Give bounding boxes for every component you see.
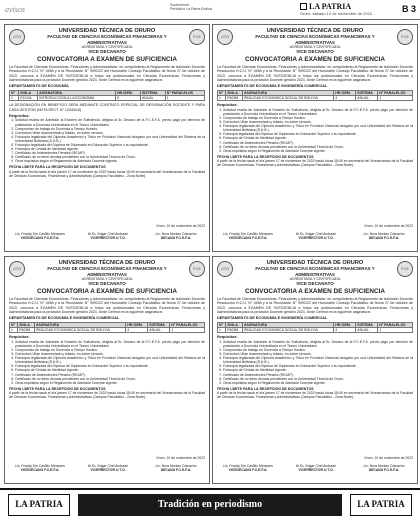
- accreditation: ACREDITADA Y CERTIFICADA: [81, 44, 133, 49]
- table-cell: 1: [165, 96, 204, 101]
- place-date: Oruro, 10 de noviembre de 2022: [155, 224, 205, 228]
- table-header-cell: SISTEMA: [140, 90, 165, 95]
- notice-2: [212, 24, 418, 252]
- requirements-list: [15, 118, 205, 163]
- list-item: 8. Certificado de no tener deudas pendientes con la Universidad Técnica de Oruro.: [223, 145, 413, 149]
- table-body: [218, 96, 413, 101]
- table-cell: 4: [334, 96, 356, 101]
- table-cell: 1: [218, 328, 226, 333]
- table-header-cell: N° PARALELOS: [170, 322, 205, 327]
- deadline-title: FECHA LÍMITE PARA LA RECEPCIÓN DE DOCUMENTOS: [217, 154, 314, 159]
- list-item: 8. Certificado de no tener deudas pendientes con la Universidad Técnica de Oruro.: [223, 377, 413, 381]
- notice-title: CONVOCATORIA A EXAMEN DE SUFICIENCIA: [244, 55, 385, 63]
- page-footer: [0, 488, 420, 527]
- faculty-name: FACULTAD DE CIENCIAS ECONÓMICAS FINANCIERAS Y ADMINISTRATIVAS: [47, 34, 167, 45]
- faculty-crest-icon: FCE: [189, 29, 205, 45]
- header-date: Oruro, sábado 12 de noviembre de 2022: [300, 11, 373, 16]
- list-item: 7. Certificado de Antecedentes Penales (REJAP).: [223, 373, 413, 377]
- list-item: 8. Certificado de no tener deudas pendientes con la Universidad Técnica de Oruro.: [15, 155, 205, 159]
- notice-heading: [9, 28, 205, 63]
- list-item: 2. Compromiso de trabajo en Docencia a Tiempo Horario.: [223, 348, 413, 352]
- header-brand: LA PATRIA: [300, 2, 351, 11]
- list-item: 3. Curriculum Vitae documentado y foliado, en sobre cerrado.: [223, 120, 413, 124]
- list-item: 1. Solicitud escrita de Admisión al Examen de Suficiencia, dirigida al Sr. Decano de la F.C.E.F.A. previo pago por derecho de postulación a Docencia Universitaria en el Tesoro Universitario.: [223, 108, 413, 116]
- notice-heading: [217, 28, 413, 63]
- notice-intro: La Facultad de Ciencias Económicas, Financieras y Administrativas, en cumplimiento al Reglamento de Admisión Docente Resolución H.C.U. N° 0485 y a la Resolución N° 0992/22 del Honorable Consejo Facultativo de fecha 27 de octubre de 2022, convoca a EXAMEN DE SUFICIENCIA a todos los profesionales en Ciencias Económicas, Financieras y Administrativas para la provisión Docente gestión 2023, Sede Central en la siguiente asignatura:: [217, 297, 413, 314]
- list-item: 2. Compromiso de trabajo en Docencia a Tiempo Horario.: [223, 116, 413, 120]
- subject-table: [9, 90, 205, 101]
- table-header-cell: HR./SEM.: [116, 90, 141, 95]
- notice-heading: [9, 260, 205, 295]
- requirements-title: Requisitos:: [217, 335, 238, 340]
- table-cell: E503M: [226, 328, 243, 333]
- list-item: 4. Fotocopia legalizada del Diploma Académico y Título en Provisión Nacional otorgado por una Universidad del Sistema de la Universidad Boliviana (S.U.B.).: [15, 356, 205, 364]
- table-cell: 1: [378, 328, 413, 333]
- designation-note: LA DESIGNACIÓN EN BENEFICIO SERÁ MEDIANTE CONTRATO ESPECIAL DE DESIGNACIÓN DOCENTE Y PARA CASA GESTIÓN (NOTA RECT. N° 1234/018): [9, 103, 205, 112]
- section-name: avisos: [5, 5, 25, 14]
- vice-decanato: VICE DECANATO: [296, 49, 334, 55]
- faculty-crest-icon: FCE: [397, 261, 413, 277]
- notice-heading: [217, 260, 413, 295]
- deadline-title: FECHA LÍMITE PARA LA RECEPCIÓN DE DOCUMENTOS: [217, 386, 314, 391]
- page-number: B 3: [401, 4, 416, 14]
- university-name: UNIVERSIDAD TÉCNICA DE ORURO: [266, 260, 364, 266]
- list-item: 1. Solicitud escrita de Admisión al Examen de Suficiencia, dirigida al Sr. Decano de la F.C.E.F.A. previo pago por derecho de postulación a Docencia Universitaria en el Tesoro Universitario.: [15, 118, 205, 126]
- table-cell: 1: [378, 96, 413, 101]
- notice-title: CONVOCATORIA A EXAMEN DE SUFICIENCIA: [244, 287, 385, 295]
- requirements-title: Requisitos:: [9, 335, 30, 340]
- list-item: 7. Certificado de Antecedentes Penales (REJAP).: [223, 141, 413, 145]
- signer-3: Lic. Nora Montes Camacho DECANA F.C.E.F.A.: [155, 232, 197, 240]
- table-header-cell: ASIGNATURA: [34, 322, 125, 327]
- university-crest-icon: UTO: [217, 29, 233, 45]
- table-header-cell: SISTEMA: [148, 322, 170, 327]
- table-cell: 1: [218, 96, 226, 101]
- list-item: 9. Otros requisitos según el Reglamento de Admisión Docente vigente.: [15, 381, 205, 385]
- list-item: 5. Fotocopia legalizada del Diploma de Diplomado en Educación Superior o su equivalente.: [223, 132, 413, 136]
- vice-decanato: VICE DECANATO: [88, 281, 126, 287]
- table-header-cell: HR./SEM.: [126, 322, 148, 327]
- table-cell: E503M: [226, 96, 243, 101]
- table-header-cell: N°: [218, 322, 226, 327]
- footer-logo-left: LA PATRIA: [8, 494, 70, 516]
- page-header: [0, 0, 420, 20]
- signer-1: Lic. Freddy Del Castillo Meneses VICEDECANO F.C.E.F.A.: [223, 232, 273, 240]
- table-header-cell: HR./SEM.: [334, 322, 356, 327]
- signer-3: Lic. Nora Montes Camacho DECANA F.C.E.F.A.: [363, 232, 405, 240]
- list-item: 3. Curriculum Vitae documentado y foliado, en sobre cerrado.: [15, 352, 205, 356]
- list-item: 9. Otros requisitos según el Reglamento de Admisión Docente vigente.: [15, 159, 205, 163]
- signatures: [217, 224, 413, 248]
- list-item: 6. Fotocopia de Cédula de Identidad vigente.: [15, 368, 205, 372]
- place-date: Oruro, 10 de noviembre de 2022: [363, 224, 413, 228]
- table-header-cell: SIGLA: [226, 322, 243, 327]
- table-header-cell: ASIGNATURA: [38, 90, 116, 95]
- university-crest-icon: UTO: [9, 29, 25, 45]
- deadline-text: A partir de la fecha hasta el día jueves 17 de noviembre de 2022 hasta horas 18:00 en secretaría del Vicedecanato de la Facultad de Ciencias Económicas, Financieras y Administrativas (Campus Facultativo - Zona Norte).: [217, 391, 413, 400]
- table-header-cell: N°: [10, 322, 18, 327]
- department-name: DEPARTAMENTO DE ECONOMÍA E INGENIERÍA COMERCIAL: [217, 316, 328, 321]
- table-cell: INTRODUCCIÓN A LA ECONOMÍA: [38, 96, 116, 101]
- signer-1: Lic. Freddy Del Castillo Meneses VICEDECANO F.C.E.F.A.: [15, 464, 65, 472]
- list-item: 8. Certificado de no tener deudas pendientes con la Universidad Técnica de Oruro.: [15, 377, 205, 381]
- la-patria-logo-icon: [300, 3, 307, 10]
- table-cell: 4: [126, 328, 148, 333]
- requirements-title: Requisitos:: [217, 103, 238, 108]
- notice-1: [4, 24, 210, 252]
- requirements-list: [223, 108, 413, 153]
- notice-title: CONVOCATORIA A EXAMEN DE SUFICIENCIA: [36, 55, 177, 63]
- table-header-cell: N°: [10, 90, 19, 95]
- list-item: 6. Fotocopia de Cédula de Identidad vigente.: [223, 136, 413, 140]
- notice-title: CONVOCATORIA A EXAMEN DE SUFICIENCIA: [36, 287, 177, 295]
- signer-2: M.Sc. Edgar Chiri Andrade VICERRECTOR U.T.O.: [87, 464, 129, 472]
- table-cell: REALIDAD ECONÓMICA SOCIAL DE BOLIVIA: [242, 96, 333, 101]
- table-cell: REALIDAD ECONÓMICA SOCIAL DE BOLIVIA: [242, 328, 333, 333]
- accreditation: ACREDITADA Y CERTIFICADA: [81, 276, 133, 281]
- table-cell: 1: [10, 328, 18, 333]
- accreditation: ACREDITADA Y CERTIFICADA: [289, 44, 341, 49]
- subject-table: [217, 322, 413, 333]
- university-crest-icon: UTO: [9, 261, 25, 277]
- list-item: 5. Fotocopia legalizada del Diploma de Diplomado en Educación Superior o su equivalente.: [223, 364, 413, 368]
- table-header-cell: N°: [218, 90, 226, 95]
- table-cell: 1: [170, 328, 205, 333]
- list-item: 3. Curriculum Vitae documentado y foliado, en sobre cerrado.: [223, 352, 413, 356]
- table-header-cell: ASIGNATURA: [242, 322, 333, 327]
- signer-2: M.Sc. Edgar Chiri Andrade VICERRECTOR U.T.O.: [87, 232, 129, 240]
- footer-tagline: Tradición en periodismo: [78, 494, 342, 516]
- footer-logo-right: LA PATRIA: [350, 494, 412, 516]
- deadline-text: A partir de la fecha hasta el día jueves 17 de noviembre de 2022 hasta horas 18:00 en secretaría del Vicedecanato de la Facultad de Ciencias Económicas, Financieras y Administrativas (Campus Facultativo - Zona Norte).: [9, 391, 205, 400]
- table-cell: ANUAL: [356, 96, 378, 101]
- signer-1: Lic. Freddy Del Castillo Meneses VICEDECANO F.C.E.F.A.: [15, 232, 65, 240]
- faculty-name: FACULTAD DE CIENCIAS ECONÓMICAS FINANCIERAS Y ADMINISTRATIVAS: [255, 266, 375, 277]
- notice-4: [212, 256, 418, 484]
- signatures: [9, 224, 205, 248]
- notice-3: [4, 256, 210, 484]
- list-item: 9. Otros requisitos según el Reglamento de Admisión Docente vigente.: [223, 149, 413, 153]
- table-header-cell: N° PARALELOS: [378, 322, 413, 327]
- list-item: 2. Compromiso de trabajo en Docencia a Tiempo Horario.: [15, 127, 205, 131]
- signatures: [217, 456, 413, 480]
- deadline-title: FECHA LÍMITE PARA LA RECEPCIÓN DE DOCUMENTOS: [9, 386, 106, 391]
- table-row: [218, 96, 413, 101]
- notice-intro: La Facultad de Ciencias Económicas, Financieras y Administrativas, en cumplimiento al Reglamento de Admisión Docente Resolución H.C.U. N° 0485 y a la Resolución N° 0992/22 del Honorable Consejo Facultativo de fecha 27 de octubre de 2022, convoca a EXAMEN DE SUFICIENCIA a todos los profesionales en Ciencias Económicas, Financieras y Administrativas para la provisión Docente gestión 2023, Sede Central en la siguiente asignatura:: [217, 65, 413, 82]
- table-cell: 5: [116, 96, 141, 101]
- university-crest-icon: UTO: [217, 261, 233, 277]
- list-item: 9. Otros requisitos según el Reglamento de Admisión Docente vigente.: [223, 381, 413, 385]
- signatures: [9, 456, 205, 480]
- list-item: 4. Fotocopia legalizada del Diploma Académico y Título en Provisión Nacional otorgado por una Universidad del Sistema de la Universidad Boliviana (S.U.B.).: [15, 135, 205, 143]
- list-item: 1. Solicitud escrita de Admisión al Examen de Suficiencia, dirigida al Sr. Decano de la F.C.E.F.A. previo pago por derecho de postulación a Docencia Universitaria en el Tesoro Universitario.: [223, 340, 413, 348]
- table-header-cell: SIGLA: [19, 90, 38, 95]
- department-name: DEPARTAMENTO DE ECONOMÍA E INGENIERÍA COMERCIAL: [217, 84, 328, 89]
- table-header-cell: N° PARALELOS: [165, 90, 204, 95]
- faculty-name: FACULTAD DE CIENCIAS ECONÓMICAS FINANCIERAS Y ADMINISTRATIVAS: [255, 34, 375, 45]
- deadline-title: FECHA LÍMITE PARA LA RECEPCIÓN DE DOCUMENTOS: [9, 165, 106, 170]
- table-body: [10, 96, 205, 101]
- table-body: [10, 328, 205, 333]
- deadline-text: A partir de la fecha hasta el día jueves 17 de noviembre de 2022 hasta horas 18:00 en secretaría del Vicedecanato de la Facultad de Ciencias Económicas, Financieras y Administrativas (Campus Facultativo - Zona Norte).: [9, 169, 205, 178]
- department-name: DEPARTAMENTO DE ECONOMÍA E INGENIERÍA COMERCIAL: [9, 316, 120, 321]
- table-cell: ANUAL: [140, 96, 165, 101]
- table-header-cell: N° PARALELOS: [378, 90, 413, 95]
- table-header-cell: SISTEMA: [356, 90, 378, 95]
- subject-table: [217, 90, 413, 101]
- list-item: 4. Fotocopia legalizada del Diploma Académico y Título en Provisión Nacional otorgado por una Universidad del Sistema de la Universidad Boliviana (S.U.B.).: [223, 124, 413, 132]
- subject-table: [9, 322, 205, 333]
- requirements-list: [223, 340, 413, 385]
- place-date: Oruro, 10 de noviembre de 2022: [155, 456, 205, 460]
- table-cell: 1: [10, 96, 19, 101]
- list-item: 2. Compromiso de trabajo en Docencia a Tiempo Horario.: [15, 348, 205, 352]
- faculty-crest-icon: FCE: [397, 29, 413, 45]
- table-cell: ANUAL: [148, 328, 170, 333]
- list-item: 5. Fotocopia legalizada del Diploma de Diplomado en Educación Superior o su equivalente.: [15, 143, 205, 147]
- signer-3: Lic. Nora Montes Camacho DECANA F.C.E.F.A.: [155, 464, 197, 472]
- vice-decanato: VICE DECANATO: [88, 49, 126, 55]
- list-item: 1. Solicitud escrita de Admisión al Examen de Suficiencia, dirigida al Sr. Decano de la F.C.E.F.A. previo pago por derecho de postulación a Docencia Universitaria en el Tesoro Universitario.: [15, 340, 205, 348]
- list-item: 7. Certificado de Antecedentes Penales (REJAP).: [15, 151, 205, 155]
- university-name: UNIVERSIDAD TÉCNICA DE ORURO: [58, 260, 156, 266]
- table-body: [218, 328, 413, 333]
- deadline-text: A partir de la fecha hasta el día jueves 17 de noviembre de 2022 hasta horas 18:00 en secretaría del Vicedecanato de la Facultad de Ciencias Económicas, Financieras y Administrativas (Campus Facultativo - Zona Norte).: [217, 159, 413, 168]
- department-name: DEPARTAMENTO DE ECONOMÍA: [9, 84, 69, 89]
- table-cell: E101M: [19, 96, 38, 101]
- table-header-cell: SIGLA: [226, 90, 243, 95]
- place-date: Oruro, 10 de noviembre de 2022: [363, 456, 413, 460]
- table-header-cell: SISTEMA: [356, 322, 378, 327]
- signer-2: M.Sc. Edgar Chiri Andrade VICERRECTOR U.T.O.: [295, 464, 337, 472]
- table-header-cell: ASIGNATURA: [242, 90, 333, 95]
- notice-intro: La Facultad de Ciencias Económicas, Financieras y Administrativas, en cumplimiento al Reglamento de Admisión Docente Resolución H.C.U. N° 0485 y a la Resolución N° 0992/22 del Honorable Consejo Facultativo de fecha 27 de octubre de 2022, convoca a EXAMEN DE SUFICIENCIA a todos los profesionales en Ciencias Económicas, Financieras y Administrativas para la provisión Docente gestión 2023, Sede Central en la siguiente asignatura:: [9, 65, 205, 82]
- table-row: [218, 328, 413, 333]
- table-header-cell: HR./SEM.: [334, 90, 356, 95]
- table-cell: 4: [334, 328, 356, 333]
- list-item: 6. Fotocopia de Cédula de Identidad vigente.: [223, 368, 413, 372]
- list-item: 5. Fotocopia legalizada del Diploma de Diplomado en Educación Superior o su equivalente.: [15, 364, 205, 368]
- list-item: 6. Fotocopia de Cédula de Identidad vigente.: [15, 147, 205, 151]
- list-item: 4. Fotocopia legalizada del Diploma Académico y Título en Provisión Nacional otorgado por una Universidad del Sistema de la Universidad Boliviana (S.U.B.).: [223, 356, 413, 364]
- vice-decanato: VICE DECANATO: [296, 281, 334, 287]
- notice-intro: La Facultad de Ciencias Económicas, Financieras y Administrativas, en cumplimiento al Reglamento de Admisión Docente Resolución H.C.U. N° 0485 y a la Resolución N° 0992/22 del Honorable Consejo Facultativo de fecha 27 de octubre de 2022, convoca a EXAMEN DE SUFICIENCIA a todos los profesionales en Ciencias Económicas, Financieras y Administrativas para la provisión Docente gestión 2023, Sede Central en la siguiente asignatura:: [9, 297, 205, 314]
- supplement-label: Suplemento Periódico La Patria Bolivia: [170, 3, 212, 12]
- table-row: [10, 328, 205, 333]
- table-row: [10, 96, 205, 101]
- signer-1: Lic. Freddy Del Castillo Meneses VICEDECANO F.C.E.F.A.: [223, 464, 273, 472]
- accreditation: ACREDITADA Y CERTIFICADA: [289, 276, 341, 281]
- requirements-list: [15, 340, 205, 385]
- faculty-crest-icon: FCE: [189, 261, 205, 277]
- table-cell: E503M: [18, 328, 35, 333]
- table-cell: ANUAL: [356, 328, 378, 333]
- signer-3: Lic. Nora Montes Camacho DECANA F.C.E.F.A.: [363, 464, 405, 472]
- table-cell: REALIDAD ECONÓMICA SOCIAL DE BOLIVIA: [34, 328, 125, 333]
- list-item: 3. Curriculum Vitae documentado y foliado, en sobre cerrado.: [15, 131, 205, 135]
- signer-2: M.Sc. Edgar Chiri Andrade VICERRECTOR U.T.O.: [295, 232, 337, 240]
- faculty-name: FACULTAD DE CIENCIAS ECONÓMICAS FINANCIERAS Y ADMINISTRATIVAS: [47, 266, 167, 277]
- table-header-cell: SIGLA: [18, 322, 35, 327]
- requirements-title: Requisitos:: [9, 113, 30, 118]
- university-name: UNIVERSIDAD TÉCNICA DE ORURO: [58, 28, 156, 34]
- list-item: 7. Certificado de Antecedentes Penales (REJAP).: [15, 373, 205, 377]
- university-name: UNIVERSIDAD TÉCNICA DE ORURO: [266, 28, 364, 34]
